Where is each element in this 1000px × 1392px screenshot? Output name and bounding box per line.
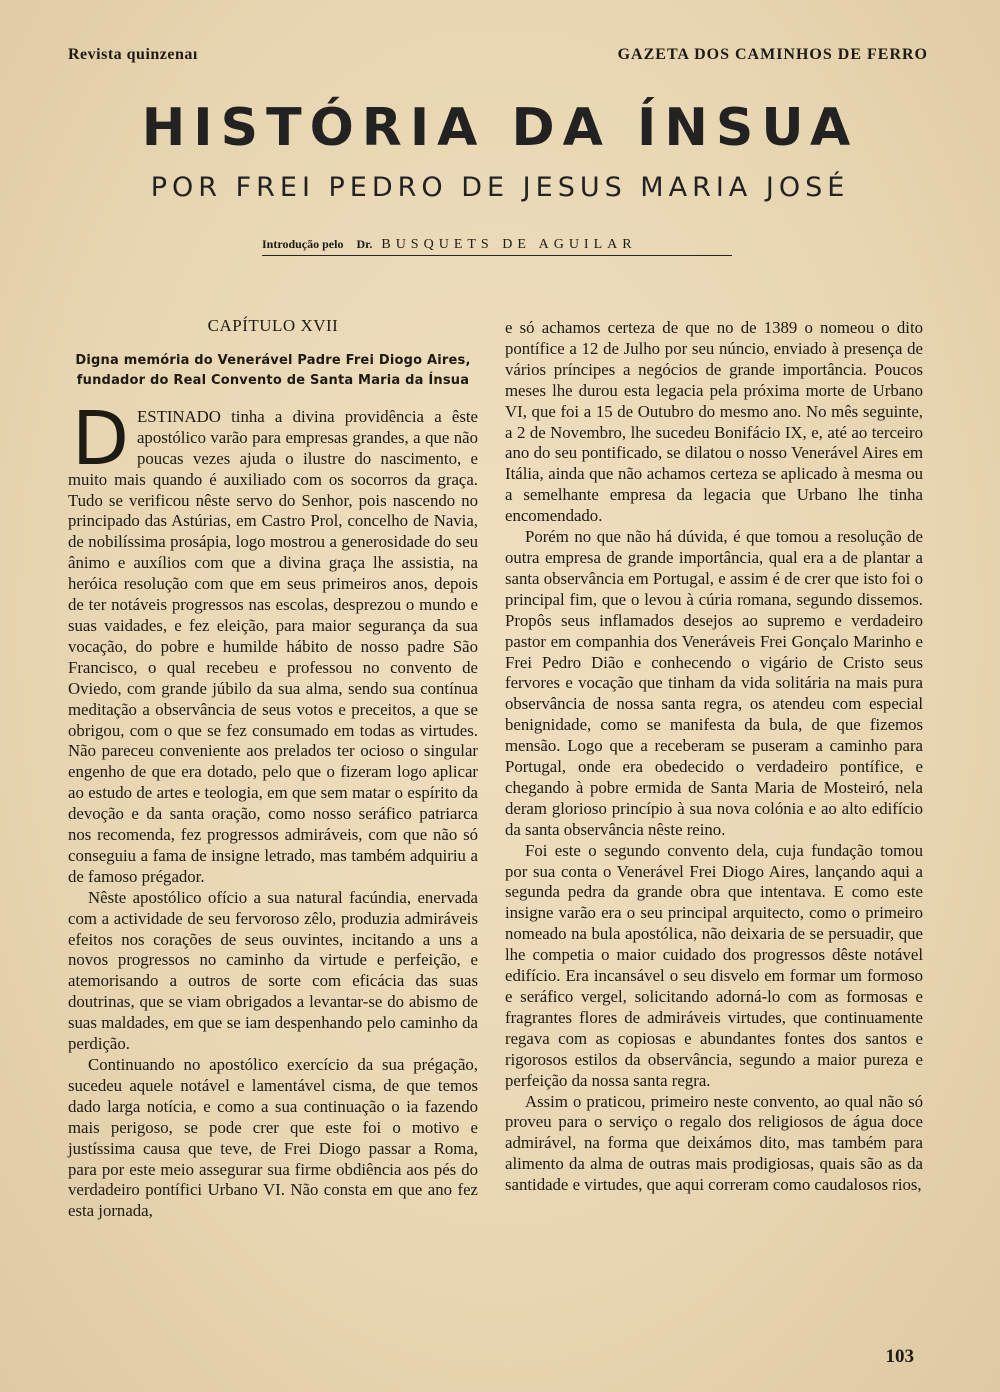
paragraph: Porém no que não há dúvida, é que tomou a resolução de outra empresa de grande importância, qual era a de plantar a santa observância em Portugal, e assim é de crer que isto foi o principal fim, que o levou à cúria romana, segundo dissemos. Propôs seus inflamados desejos ao supremo e verdadeiro pastor em companhia dos Veneráveis Frei Gonçalo Marinho e Frei Pedro Dião e conhecendo o vigário de Cristo seus fervores e vocação que tinham da vida solitária na mais pura observância de nossa santa regra, os atendeu com especial benignidade, como se manifesta da bula, de que fizemos mensão. Logo que a receberam se puseram a caminho para Portugal, onde era obedecido o verdadeiro pontífice, e chegando à pobre ermida de Santa Maria de Mosteiró, nela deram glorioso princípio à sua nova colónia e ao alto edifício da santa observância nêste reino. — [505, 527, 923, 839]
intro-label: Introdução pelo — [262, 237, 344, 251]
paragraph: Nêste apostólico ofício a sua natural facúndia, enervada com a actividade de seu fervoroso zêlo, produzia admiráveis efeitos nos corações de seus ouvintes, incitando a uns a novos progressos no caminho da virtude e perfeição, e atemorisando a outros de sorte com eficácia das suas doutrinas, que se viam obrigados a levantar-se do abismo de suas maldades, em que se iam despenhando pelo caminho da perdição. — [68, 887, 478, 1054]
paragraph — [68, 395, 478, 888]
paragraph: Foi este o segundo convento dela, cuja fundação tomou por sua conta o Venerável Frei Diogo Aires, lançando aqui a segunda pedra da grande obra que intentava. E como este insigne varão era o seu principal arquitecto, como o primeiro nomeado na bula apostólica, não deixaria de se persuadir, que lhe competia o maior cuidado dos progressos dêste notável edifício. Era incansável o seu disvelo em formar um formoso e seráfico vergel, solicitando adorná-lo com as formosas e fragrantes flores de admiráveis virtudes, que continuamente regava com as copiosas e abundantes fontes dos santos e rigorosos estilos da observância, segundo a maior pureza e perfeição da nossa santa regra. — [505, 840, 923, 1090]
text-column-right — [505, 318, 923, 1196]
intro-dr: Dr. — [356, 237, 373, 251]
paragraph-text: ESTINADO tinha a divina providência a êste apostólico varão para empresas grandes, a que não poucas vezes ajuda o ilustre do nascimento, e muito mais quando é auxiliado com os socorros da graça. Tudo se verificou nêste servo do Senhor, pois nascendo no principado das Astúrias, em Castro Prol, concelho de Navia, de nobilíssima prosápia, logo mostrou a generosidade do seu ânimo e auxílios com que a divina graça lhe assistia, na heróica resolução com que em seus primeiros anos, depois de ter notáveis progressos nas escolas, desprezou o mundo e suas vaidades, e fez eleição, para maior segurança da sua vocação, do pobre e humilde hábito de nosso padre São Francisco, o qual recebeu e professou no convento de Oviedo, com grande júbilo da sua alma, sendo sua contínua meditação a observância de seus votos e preceitos, a que se obrigou, com o que se fez consumado em todas as virtudes. Não pareceu conveniente aos prelados ter ocioso o singular engenho de que era dotado, pelo que o fizeram logo aplicar ao estudo de artes e teologia, em que sem matar o espírito da devoção e da santa oração, como nosso seráfico patriarca nos recomenda, fez progressos admiráveis, com que não só conseguiu a fama de insigne letrado, mas também adquiriu a de famoso prégador. — [68, 406, 478, 886]
intro-byline — [262, 237, 732, 256]
text-column-left — [68, 316, 478, 1222]
article-title: HISTÓRIA DA ÍNSUA — [141, 98, 859, 158]
drop-cap: D — [72, 395, 129, 482]
chapter-heading: CAPÍTULO XVII — [207, 316, 339, 335]
running-head-right: GAZETA DOS CAMINHOS DE FERRO — [617, 46, 928, 63]
chapter-title: Digna memória do Venerável Padre Frei Diogo Aires, fundador do Real Convento de Santa Maria da Ínsua — [75, 352, 471, 388]
paragraph: Assim o praticou, primeiro neste convento, ao qual não só proveu para o serviço o regalo dos religiosos de água doce admirável, na forma que deixámos dito, mas também para alimento da alma de outras mais prodigiosas, quais são as da santidade e virtudes, que aqui correram como caudalosos rios, — [505, 1091, 923, 1195]
paragraph: e só achamos certeza de que no de 1389 o nomeou o dito pontífice a 12 de Julho por seu núncio, enviado à presença de vários príncipes a negócios de grande importância. Poucos meses lhe durou esta legacia pela próxima morte de Urbano VI, que foi a 15 de Outubro do mesmo ano. No mês seguinte, a 2 de Novembro, lhe sucedeu Bonifácio IX, e, até ao terceiro ano do seu pontificado, se dilatou o nosso Venerável Aires em Itália, ainda que não achamos certeza se aplicado à mesma ou a semelhante empresa da legacia que Urbano lhe tinha encomendado. — [505, 318, 923, 526]
article-subtitle: POR FREI PEDRO DE JESUS MARIA JOSÉ — [150, 172, 850, 203]
running-head-left: Revista quinzenaı — [68, 46, 198, 63]
paragraph: Continuando no apostólico exercício da sua prégação, sucedeu aquele notável e lamentável cisma, de que temos dado larga notícia, e como a sua continuação o ia fazendo mais perigoso, se pode crer que este foi o motivo e justíssima causa que teve, de Frei Diogo passar a Roma, para por este meio assegurar sua firme obdiência aos pés do verdadeiro pontífici Urbano VI. Não consta em que ano fez esta jornada, — [68, 1055, 478, 1221]
page-number: 103 — [885, 1346, 914, 1367]
intro-author: BUSQUETS DE AGUILAR — [381, 237, 637, 252]
